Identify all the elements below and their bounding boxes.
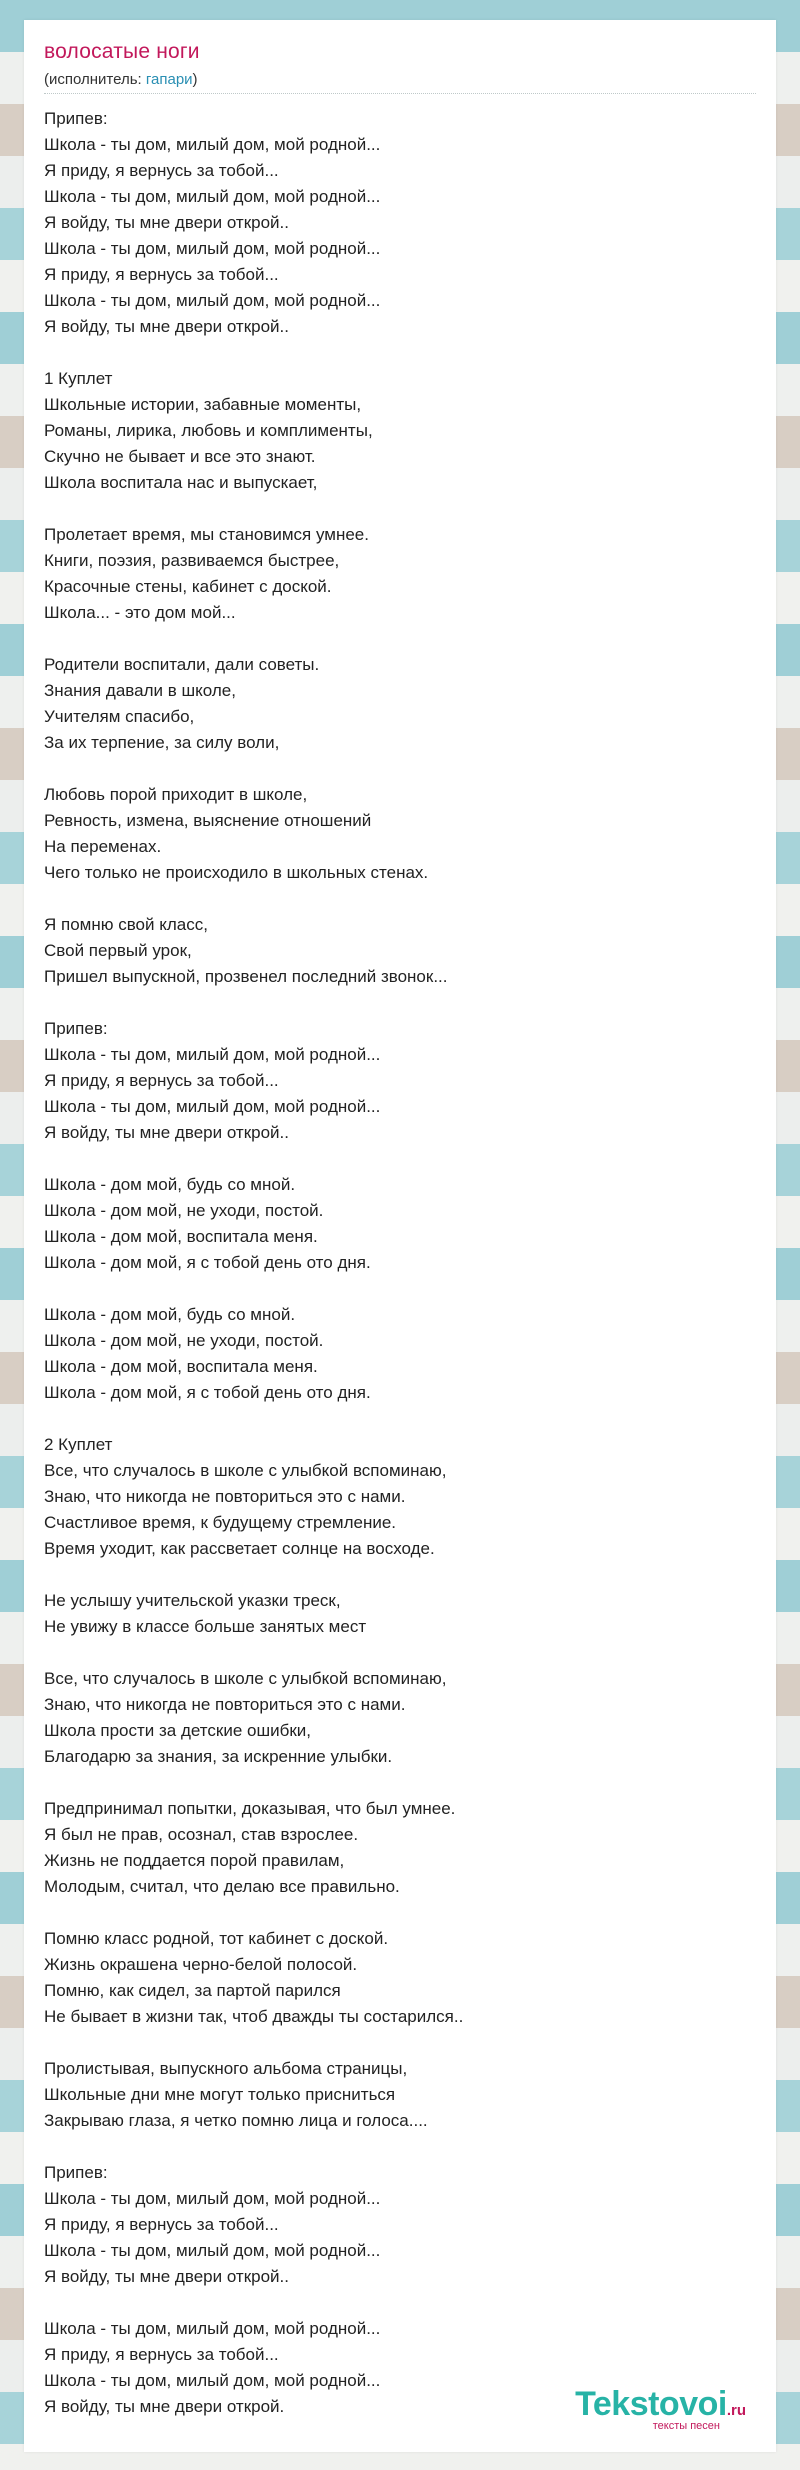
lyrics-line: Счастливое время, к будущему стремление. <box>44 1513 397 1532</box>
lyrics-card <box>24 20 776 2452</box>
lyrics-blank-line <box>44 2030 744 2056</box>
lyrics-line: Я войду, ты мне двери открой.. <box>44 317 289 336</box>
lyrics-line: Закрываю глаза, я четко помню лица и голоса.... <box>44 2111 428 2130</box>
lyrics-line: Я приду, я вернусь за тобой... <box>44 161 279 180</box>
lyrics-line: Школьные дни мне могут только присниться <box>44 2085 396 2104</box>
logo-tagline: тексты песен <box>652 2420 720 2432</box>
lyrics-blank-line <box>44 1146 744 1172</box>
lyrics-line: Школа прости за детские ошибки, <box>44 1721 311 1740</box>
lyrics-line: Знания давали в школе, <box>44 681 236 700</box>
lyrics-blank-line <box>44 496 744 522</box>
lyrics-line: Предпринимал попытки, доказывая, что был умнее. <box>44 1799 456 1818</box>
lyrics-line: Я приду, я вернусь за тобой... <box>44 2215 279 2234</box>
lyrics-line: Все, что случалось в школе с улыбкой вспоминаю, <box>44 1461 447 1480</box>
lyrics-line: Школа - дом мой, воспитала меня. <box>44 1227 318 1246</box>
lyrics-line: Пролистывая, выпускного альбома страницы, <box>44 2059 408 2078</box>
lyrics-line: Школьные истории, забавные моменты, <box>44 395 362 414</box>
lyrics-line: Школа - ты дом, милый дом, мой родной... <box>44 2241 381 2260</box>
lyrics-line: Молодым, считал, что делаю все правильно. <box>44 1877 400 1896</box>
lyrics-line: Школа - ты дом, милый дом, мой родной... <box>44 187 381 206</box>
lyrics-blank-line <box>44 1406 744 1432</box>
lyrics-line: Школа воспитала нас и выпускает, <box>44 473 318 492</box>
lyrics-line: Благодарю за знания, за искренние улыбки. <box>44 1747 393 1766</box>
lyrics-line: Не бывает в жизни так, чтоб дважды ты состарился.. <box>44 2007 464 2026</box>
lyrics-line: Я войду, ты мне двери открой.. <box>44 1123 289 1142</box>
lyrics-line: Школа - ты дом, милый дом, мой родной... <box>44 2319 381 2338</box>
lyrics-blank-line <box>44 2134 744 2160</box>
lyrics-line: Все, что случалось в школе с улыбкой вспоминаю, <box>44 1669 447 1688</box>
lyrics-blank-line <box>44 990 744 1016</box>
lyrics-line: Школа - ты дом, милый дом, мой родной... <box>44 239 381 258</box>
lyrics-line: Школа - ты дом, милый дом, мой родной... <box>44 2189 381 2208</box>
site-logo[interactable] <box>575 2385 746 2432</box>
lyrics-line: За их терпение, за силу воли, <box>44 733 280 752</box>
lyrics-blank-line <box>44 626 744 652</box>
lyrics-text <box>44 106 744 2420</box>
title-divider <box>44 93 756 94</box>
lyrics-line: Я приду, я вернусь за тобой... <box>44 1071 279 1090</box>
lyrics-blank-line <box>44 1770 744 1796</box>
lyrics-line: Я войду, ты мне двери открой.. <box>44 2267 289 2286</box>
lyrics-blank-line <box>44 886 744 912</box>
lyrics-line: 2 Куплет <box>44 1435 113 1454</box>
lyrics-line: На переменах. <box>44 837 162 856</box>
lyrics-line: Школа - ты дом, милый дом, мой родной... <box>44 135 381 154</box>
lyrics-line: Ревность, измена, выяснение отношений <box>44 811 372 830</box>
lyrics-line: Свой первый урок, <box>44 941 192 960</box>
lyrics-line: Школа - ты дом, милый дом, мой родной... <box>44 291 381 310</box>
lyrics-blank-line <box>44 2290 744 2316</box>
lyrics-line: 1 Куплет <box>44 369 113 388</box>
lyrics-line: Не услышу учительской указки треск, <box>44 1591 341 1610</box>
lyrics-line: Жизнь окрашена черно-белой полосой. <box>44 1955 358 1974</box>
lyrics-line: Пришел выпускной, прозвенел последний звонок... <box>44 967 448 986</box>
lyrics-line: Знаю, что никогда не повториться это с нами. <box>44 1487 406 1506</box>
lyrics-line: Пролетает время, мы становимся умнее. <box>44 525 369 544</box>
lyrics-line: Школа - ты дом, милый дом, мой родной... <box>44 2371 381 2390</box>
lyrics-line: Школа - дом мой, я с тобой день ото дня. <box>44 1253 371 1272</box>
lyrics-line: Помню, как сидел, за партой парился <box>44 1981 341 2000</box>
lyrics-blank-line <box>44 1562 744 1588</box>
artist-suffix: ) <box>192 71 198 88</box>
logo-tld: .ru <box>726 2402 746 2419</box>
lyrics-line: Я приду, я вернусь за тобой... <box>44 265 279 284</box>
lyrics-line: Школа - дом мой, не уходи, постой. <box>44 1201 324 1220</box>
lyrics-line: Припев: <box>44 2163 108 2182</box>
lyrics-line: Школа - дом мой, я с тобой день ото дня. <box>44 1383 371 1402</box>
lyrics-line: Школа... - это дом мой... <box>44 603 236 622</box>
artist-line <box>44 71 198 88</box>
lyrics-line: Любовь порой приходит в школе, <box>44 785 308 804</box>
lyrics-line: Книги, поэзия, развиваемся быстрее, <box>44 551 340 570</box>
lyrics-line: Припев: <box>44 109 108 128</box>
lyrics-line: Школа - дом мой, будь со мной. <box>44 1305 296 1324</box>
lyrics-line: Я приду, я вернусь за тобой... <box>44 2345 279 2364</box>
lyrics-blank-line <box>44 756 744 782</box>
lyrics-blank-line <box>44 1276 744 1302</box>
lyrics-line: Знаю, что никогда не повториться это с нами. <box>44 1695 406 1714</box>
song-title: волосатые ноги <box>44 40 200 63</box>
lyrics-line: Романы, лирика, любовь и комплименты, <box>44 421 373 440</box>
lyrics-line: Скучно не бывает и все это знают. <box>44 447 316 466</box>
lyrics-line: Школа - ты дом, милый дом, мой родной... <box>44 1097 381 1116</box>
lyrics-line: Красочные стены, кабинет с доской. <box>44 577 332 596</box>
lyrics-line: Школа - ты дом, милый дом, мой родной... <box>44 1045 381 1064</box>
lyrics-line: Припев: <box>44 1019 108 1038</box>
lyrics-line: Помню класс родной, тот кабинет с доской. <box>44 1929 389 1948</box>
artist-prefix: (исполнитель: <box>44 71 146 88</box>
lyrics-line: Я войду, ты мне двери открой.. <box>44 213 289 232</box>
artist-link[interactable]: гапари <box>145 71 193 88</box>
lyrics-line: Учителям спасибо, <box>44 707 195 726</box>
lyrics-line: Я был не прав, осознал, став взрослее. <box>44 1825 359 1844</box>
lyrics-line: Я помню свой класс, <box>44 915 208 934</box>
lyrics-line: Время уходит, как рассветает солнце на восходе. <box>44 1539 435 1558</box>
lyrics-line: Жизнь не поддается порой правилам, <box>44 1851 345 1870</box>
lyrics-blank-line <box>44 340 744 366</box>
lyrics-line: Родители воспитали, дали советы. <box>44 655 320 674</box>
lyrics-line: Школа - дом мой, не уходи, постой. <box>44 1331 324 1350</box>
lyrics-line: Школа - дом мой, будь со мной. <box>44 1175 296 1194</box>
lyrics-blank-line <box>44 1640 744 1666</box>
lyrics-line: Не увижу в классе больше занятых мест <box>44 1617 367 1636</box>
lyrics-line: Школа - дом мой, воспитала меня. <box>44 1357 318 1376</box>
lyrics-line: Чего только не происходило в школьных стенах. <box>44 863 429 882</box>
logo-name: Tekstovoi <box>575 2385 727 2423</box>
lyrics-line: Я войду, ты мне двери открой. <box>44 2397 285 2416</box>
lyrics-blank-line <box>44 1900 744 1926</box>
